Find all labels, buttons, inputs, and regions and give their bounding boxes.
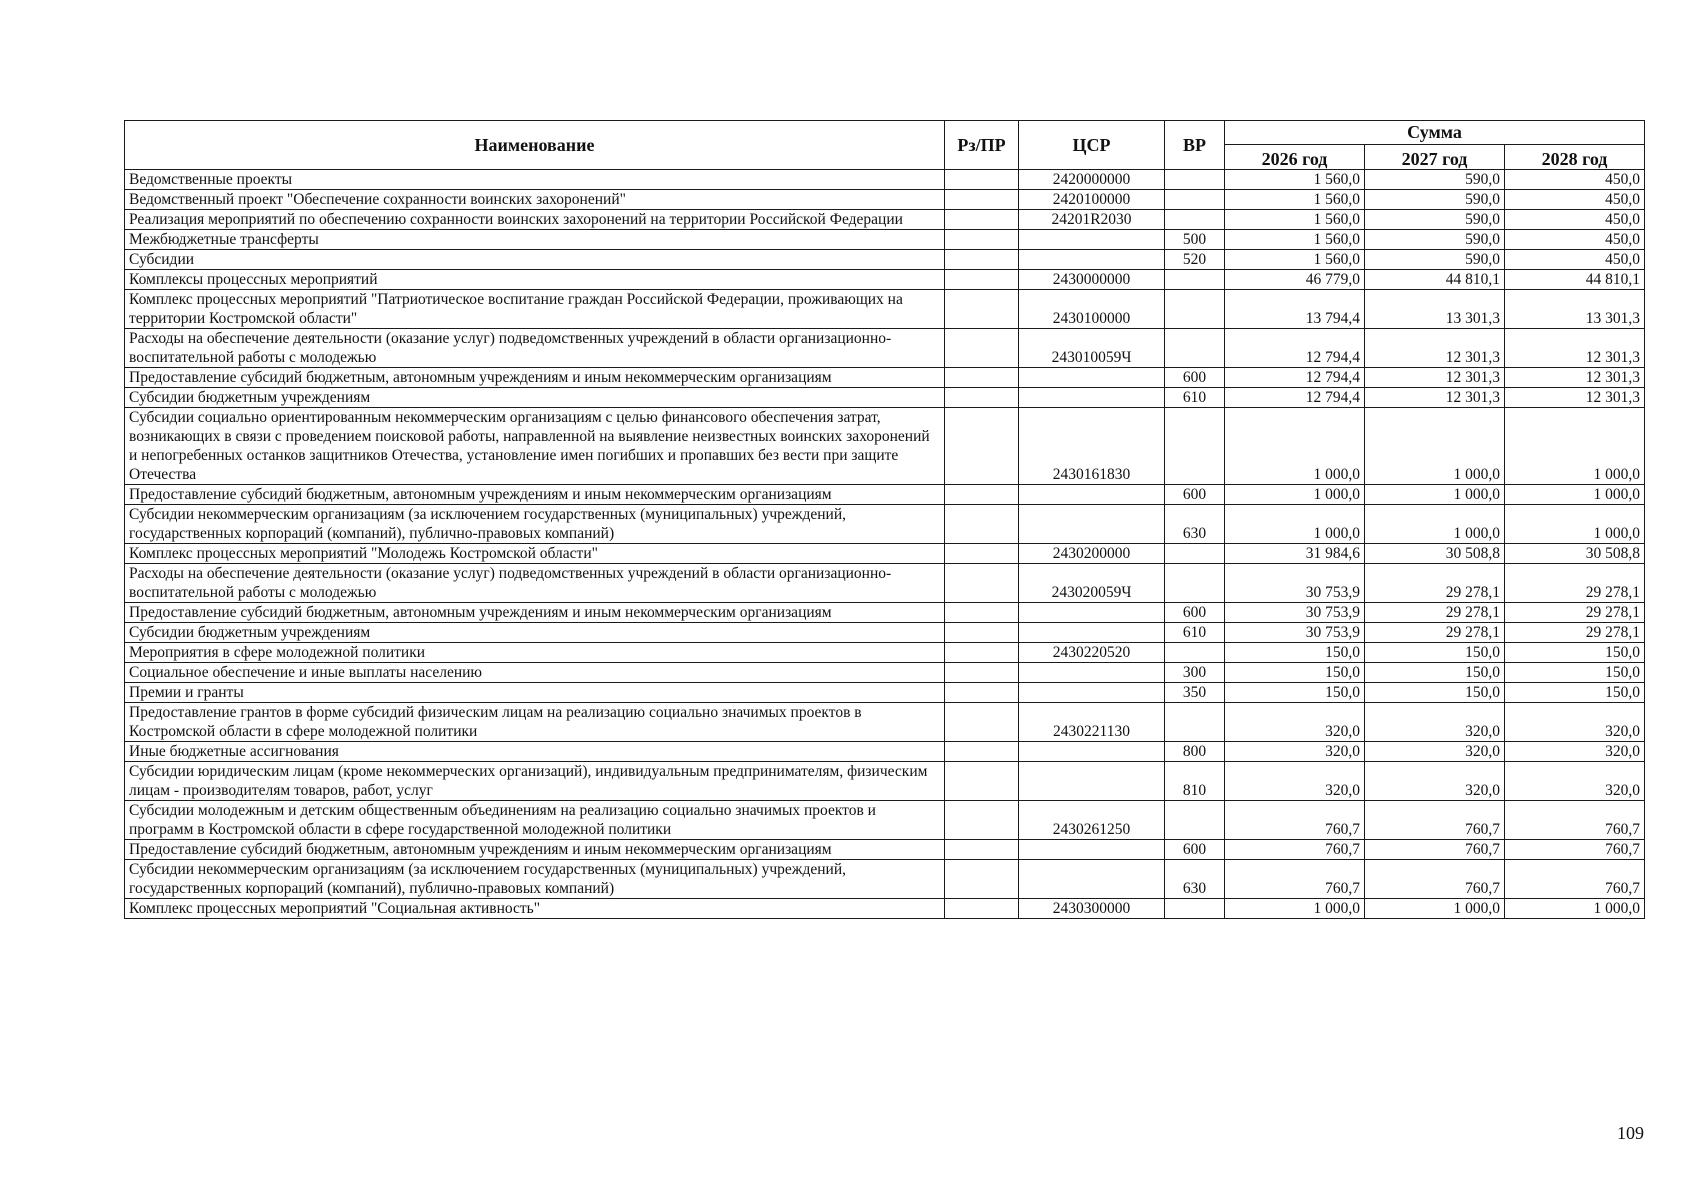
table-row bbox=[125, 762, 1645, 801]
header-name: Наименование bbox=[125, 121, 945, 170]
cell-name: Ведомственные проекты bbox=[125, 170, 945, 190]
header-year-2027: 2027 год bbox=[1365, 145, 1505, 170]
cell-name: Субсидии социально ориентированным некоммерческим организациям с целью финансового обеспечения затрат, возникающих в связи с проведением поисковой работы, направленной на выявление неизвестных воинских захоронений и непогребенных останков защитников Отечества, установление имен погибших и пропавших без вести при защите Отечества bbox=[125, 408, 945, 485]
cell-name: Расходы на обеспечение деятельности (оказание услуг) подведомственных учреждений в области организационно-воспитательной работы с молодежью bbox=[125, 564, 945, 603]
cell-sum-2026: 150,0 bbox=[1225, 663, 1365, 683]
cell-sum-2028: 30 508,8 bbox=[1505, 544, 1645, 564]
cell-rz-pr bbox=[945, 505, 1019, 544]
table-row bbox=[125, 603, 1645, 623]
cell-sum-2027: 12 301,3 bbox=[1365, 329, 1505, 368]
cell-vr: 630 bbox=[1165, 860, 1225, 899]
cell-rz-pr bbox=[945, 762, 1019, 801]
cell-vr bbox=[1165, 544, 1225, 564]
cell-sum-2027: 590,0 bbox=[1365, 250, 1505, 270]
cell-rz-pr bbox=[945, 230, 1019, 250]
cell-rz-pr bbox=[945, 623, 1019, 643]
cell-rz-pr bbox=[945, 683, 1019, 703]
cell-sum-2027: 590,0 bbox=[1365, 190, 1505, 210]
cell-name: Межбюджетные трансферты bbox=[125, 230, 945, 250]
table-row bbox=[125, 801, 1645, 840]
table-row bbox=[125, 544, 1645, 564]
cell-csr bbox=[1019, 485, 1165, 505]
table-row bbox=[125, 250, 1645, 270]
cell-sum-2028: 450,0 bbox=[1505, 210, 1645, 230]
cell-sum-2027: 760,7 bbox=[1365, 801, 1505, 840]
cell-vr: 800 bbox=[1165, 742, 1225, 762]
cell-sum-2026: 320,0 bbox=[1225, 703, 1365, 742]
table-row bbox=[125, 485, 1645, 505]
cell-sum-2027: 150,0 bbox=[1365, 683, 1505, 703]
cell-vr: 600 bbox=[1165, 368, 1225, 388]
table-row bbox=[125, 388, 1645, 408]
cell-csr bbox=[1019, 623, 1165, 643]
cell-csr bbox=[1019, 388, 1165, 408]
cell-sum-2027: 1 000,0 bbox=[1365, 408, 1505, 485]
table-row bbox=[125, 623, 1645, 643]
cell-sum-2028: 150,0 bbox=[1505, 643, 1645, 663]
cell-rz-pr bbox=[945, 643, 1019, 663]
cell-sum-2028: 450,0 bbox=[1505, 250, 1645, 270]
cell-name: Субсидии бюджетным учреждениям bbox=[125, 388, 945, 408]
cell-vr: 600 bbox=[1165, 485, 1225, 505]
table-row bbox=[125, 290, 1645, 329]
cell-rz-pr bbox=[945, 190, 1019, 210]
cell-vr: 350 bbox=[1165, 683, 1225, 703]
cell-csr: 2430220520 bbox=[1019, 643, 1165, 663]
table-row bbox=[125, 643, 1645, 663]
cell-csr: 2430221130 bbox=[1019, 703, 1165, 742]
cell-sum-2027: 150,0 bbox=[1365, 663, 1505, 683]
table-row bbox=[125, 742, 1645, 762]
cell-sum-2027: 29 278,1 bbox=[1365, 623, 1505, 643]
cell-vr bbox=[1165, 703, 1225, 742]
cell-sum-2027: 12 301,3 bbox=[1365, 368, 1505, 388]
cell-sum-2026: 320,0 bbox=[1225, 742, 1365, 762]
cell-sum-2026: 12 794,4 bbox=[1225, 388, 1365, 408]
cell-sum-2028: 450,0 bbox=[1505, 230, 1645, 250]
cell-rz-pr bbox=[945, 170, 1019, 190]
cell-sum-2027: 760,7 bbox=[1365, 840, 1505, 860]
cell-csr bbox=[1019, 230, 1165, 250]
cell-sum-2026: 150,0 bbox=[1225, 683, 1365, 703]
cell-sum-2026: 1 560,0 bbox=[1225, 210, 1365, 230]
cell-rz-pr bbox=[945, 408, 1019, 485]
cell-name: Комплексы процессных мероприятий bbox=[125, 270, 945, 290]
cell-vr bbox=[1165, 801, 1225, 840]
cell-csr bbox=[1019, 603, 1165, 623]
cell-sum-2026: 12 794,4 bbox=[1225, 329, 1365, 368]
table-row bbox=[125, 270, 1645, 290]
table-row bbox=[125, 210, 1645, 230]
cell-name: Ведомственный проект "Обеспечение сохранности воинских захоронений" bbox=[125, 190, 945, 210]
cell-sum-2026: 760,7 bbox=[1225, 801, 1365, 840]
cell-sum-2027: 150,0 bbox=[1365, 643, 1505, 663]
cell-sum-2026: 13 794,4 bbox=[1225, 290, 1365, 329]
cell-sum-2026: 12 794,4 bbox=[1225, 368, 1365, 388]
cell-sum-2027: 29 278,1 bbox=[1365, 603, 1505, 623]
cell-sum-2027: 1 000,0 bbox=[1365, 505, 1505, 544]
cell-csr: 2430100000 bbox=[1019, 290, 1165, 329]
header-year-2028: 2028 год bbox=[1505, 145, 1645, 170]
header-csr: ЦСР bbox=[1019, 121, 1165, 170]
cell-rz-pr bbox=[945, 290, 1019, 329]
cell-rz-pr bbox=[945, 544, 1019, 564]
cell-sum-2026: 1 000,0 bbox=[1225, 408, 1365, 485]
cell-vr: 600 bbox=[1165, 603, 1225, 623]
cell-sum-2026: 320,0 bbox=[1225, 762, 1365, 801]
cell-sum-2026: 30 753,9 bbox=[1225, 564, 1365, 603]
cell-vr: 520 bbox=[1165, 250, 1225, 270]
cell-name: Социальное обеспечение и иные выплаты населению bbox=[125, 663, 945, 683]
cell-name: Субсидии бюджетным учреждениям bbox=[125, 623, 945, 643]
table-row bbox=[125, 860, 1645, 899]
cell-rz-pr bbox=[945, 840, 1019, 860]
cell-name: Комплекс процессных мероприятий "Социальная активность" bbox=[125, 899, 945, 919]
cell-vr: 610 bbox=[1165, 623, 1225, 643]
cell-sum-2028: 13 301,3 bbox=[1505, 290, 1645, 329]
cell-sum-2026: 30 753,9 bbox=[1225, 603, 1365, 623]
cell-rz-pr bbox=[945, 663, 1019, 683]
cell-sum-2028: 44 810,1 bbox=[1505, 270, 1645, 290]
cell-csr: 2430200000 bbox=[1019, 544, 1165, 564]
cell-vr: 600 bbox=[1165, 840, 1225, 860]
cell-vr bbox=[1165, 329, 1225, 368]
cell-name: Предоставление субсидий бюджетным, автономным учреждениям и иным некоммерческим организациям bbox=[125, 485, 945, 505]
cell-sum-2027: 30 508,8 bbox=[1365, 544, 1505, 564]
cell-name: Предоставление субсидий бюджетным, автономным учреждениям и иным некоммерческим организациям bbox=[125, 603, 945, 623]
cell-name: Комплекс процессных мероприятий "Патриотическое воспитание граждан Российской Федерации, проживающих на территории Костромской области" bbox=[125, 290, 945, 329]
cell-sum-2028: 1 000,0 bbox=[1505, 505, 1645, 544]
cell-csr: 24201R2030 bbox=[1019, 210, 1165, 230]
cell-name: Предоставление грантов в форме субсидий физическим лицам на реализацию социально значимых проектов в Костромской области в сфере молодежной политики bbox=[125, 703, 945, 742]
cell-csr: 243020059Ч bbox=[1019, 564, 1165, 603]
cell-csr: 2430261250 bbox=[1019, 801, 1165, 840]
cell-sum-2027: 29 278,1 bbox=[1365, 564, 1505, 603]
cell-name: Предоставление субсидий бюджетным, автономным учреждениям и иным некоммерческим организациям bbox=[125, 368, 945, 388]
cell-csr: 2430000000 bbox=[1019, 270, 1165, 290]
cell-rz-pr bbox=[945, 250, 1019, 270]
cell-sum-2026: 760,7 bbox=[1225, 840, 1365, 860]
cell-sum-2026: 760,7 bbox=[1225, 860, 1365, 899]
cell-vr bbox=[1165, 190, 1225, 210]
cell-vr bbox=[1165, 170, 1225, 190]
cell-sum-2026: 1 560,0 bbox=[1225, 190, 1365, 210]
table-row bbox=[125, 899, 1645, 919]
header-vr: ВР bbox=[1165, 121, 1225, 170]
table-row bbox=[125, 564, 1645, 603]
header-year-2026: 2026 год bbox=[1225, 145, 1365, 170]
cell-sum-2026: 1 560,0 bbox=[1225, 250, 1365, 270]
cell-vr: 300 bbox=[1165, 663, 1225, 683]
cell-rz-pr bbox=[945, 564, 1019, 603]
table-row bbox=[125, 505, 1645, 544]
table-row bbox=[125, 408, 1645, 485]
cell-rz-pr bbox=[945, 742, 1019, 762]
cell-sum-2028: 12 301,3 bbox=[1505, 329, 1645, 368]
cell-sum-2028: 450,0 bbox=[1505, 190, 1645, 210]
cell-rz-pr bbox=[945, 210, 1019, 230]
cell-vr: 810 bbox=[1165, 762, 1225, 801]
cell-csr bbox=[1019, 505, 1165, 544]
cell-rz-pr bbox=[945, 368, 1019, 388]
cell-vr: 610 bbox=[1165, 388, 1225, 408]
cell-sum-2028: 450,0 bbox=[1505, 170, 1645, 190]
cell-vr bbox=[1165, 899, 1225, 919]
cell-csr bbox=[1019, 840, 1165, 860]
cell-sum-2027: 590,0 bbox=[1365, 210, 1505, 230]
cell-sum-2028: 1 000,0 bbox=[1505, 899, 1645, 919]
cell-vr bbox=[1165, 643, 1225, 663]
cell-csr bbox=[1019, 860, 1165, 899]
cell-rz-pr bbox=[945, 388, 1019, 408]
cell-sum-2027: 590,0 bbox=[1365, 170, 1505, 190]
cell-name: Премии и гранты bbox=[125, 683, 945, 703]
cell-name: Мероприятия в сфере молодежной политики bbox=[125, 643, 945, 663]
cell-csr: 243010059Ч bbox=[1019, 329, 1165, 368]
cell-vr bbox=[1165, 408, 1225, 485]
cell-rz-pr bbox=[945, 270, 1019, 290]
cell-csr bbox=[1019, 663, 1165, 683]
cell-sum-2028: 29 278,1 bbox=[1505, 603, 1645, 623]
cell-sum-2028: 1 000,0 bbox=[1505, 485, 1645, 505]
cell-name: Реализация мероприятий по обеспечению сохранности воинских захоронений на территории Российской Федерации bbox=[125, 210, 945, 230]
cell-sum-2028: 760,7 bbox=[1505, 860, 1645, 899]
cell-sum-2027: 12 301,3 bbox=[1365, 388, 1505, 408]
cell-name: Субсидии некоммерческим организациям (за исключением государственных (муниципальных) учреждений, государственных корпораций (компаний), публично-правовых компаний) bbox=[125, 860, 945, 899]
cell-sum-2026: 46 779,0 bbox=[1225, 270, 1365, 290]
cell-sum-2028: 760,7 bbox=[1505, 840, 1645, 860]
cell-sum-2028: 320,0 bbox=[1505, 762, 1645, 801]
cell-sum-2026: 30 753,9 bbox=[1225, 623, 1365, 643]
cell-sum-2027: 44 810,1 bbox=[1365, 270, 1505, 290]
cell-sum-2028: 1 000,0 bbox=[1505, 408, 1645, 485]
cell-name: Субсидии юридическим лицам (кроме некоммерческих организаций), индивидуальным предпринимателям, физическим лицам - производителям товаров, работ, услуг bbox=[125, 762, 945, 801]
page-number: 109 bbox=[1617, 1123, 1644, 1143]
cell-rz-pr bbox=[945, 329, 1019, 368]
cell-vr: 500 bbox=[1165, 230, 1225, 250]
cell-csr: 2420000000 bbox=[1019, 170, 1165, 190]
table-row bbox=[125, 703, 1645, 742]
cell-csr bbox=[1019, 762, 1165, 801]
cell-sum-2026: 1 560,0 bbox=[1225, 230, 1365, 250]
cell-sum-2026: 1 000,0 bbox=[1225, 505, 1365, 544]
cell-rz-pr bbox=[945, 801, 1019, 840]
header-rz-pr: Рз/ПР bbox=[945, 121, 1019, 170]
cell-vr: 630 bbox=[1165, 505, 1225, 544]
cell-sum-2026: 1 560,0 bbox=[1225, 170, 1365, 190]
cell-vr bbox=[1165, 564, 1225, 603]
table-row bbox=[125, 190, 1645, 210]
cell-sum-2028: 12 301,3 bbox=[1505, 388, 1645, 408]
cell-csr bbox=[1019, 368, 1165, 388]
cell-name: Субсидии bbox=[125, 250, 945, 270]
cell-csr bbox=[1019, 742, 1165, 762]
cell-sum-2028: 150,0 bbox=[1505, 663, 1645, 683]
table-row bbox=[125, 663, 1645, 683]
cell-sum-2027: 1 000,0 bbox=[1365, 485, 1505, 505]
cell-name: Комплекс процессных мероприятий "Молодежь Костромской области" bbox=[125, 544, 945, 564]
cell-name: Расходы на обеспечение деятельности (оказание услуг) подведомственных учреждений в области организационно-воспитательной работы с молодежью bbox=[125, 329, 945, 368]
cell-sum-2027: 1 000,0 bbox=[1365, 899, 1505, 919]
cell-sum-2028: 29 278,1 bbox=[1505, 564, 1645, 603]
cell-sum-2028: 12 301,3 bbox=[1505, 368, 1645, 388]
cell-name: Субсидии молодежным и детским общественным объединениям на реализацию социально значимых проектов и программ в Костромской области в сфере государственной молодежной политики bbox=[125, 801, 945, 840]
cell-csr bbox=[1019, 683, 1165, 703]
cell-rz-pr bbox=[945, 860, 1019, 899]
table-row bbox=[125, 170, 1645, 190]
budget-table bbox=[124, 120, 1645, 919]
cell-sum-2028: 320,0 bbox=[1505, 703, 1645, 742]
cell-sum-2027: 320,0 bbox=[1365, 742, 1505, 762]
cell-vr bbox=[1165, 290, 1225, 329]
cell-sum-2028: 150,0 bbox=[1505, 683, 1645, 703]
cell-sum-2026: 1 000,0 bbox=[1225, 485, 1365, 505]
table-row bbox=[125, 840, 1645, 860]
cell-vr bbox=[1165, 270, 1225, 290]
cell-sum-2026: 31 984,6 bbox=[1225, 544, 1365, 564]
cell-rz-pr bbox=[945, 603, 1019, 623]
cell-name: Предоставление субсидий бюджетным, автономным учреждениям и иным некоммерческим организациям bbox=[125, 840, 945, 860]
cell-name: Иные бюджетные ассигнования bbox=[125, 742, 945, 762]
table-row bbox=[125, 329, 1645, 368]
cell-sum-2026: 1 000,0 bbox=[1225, 899, 1365, 919]
cell-name: Субсидии некоммерческим организациям (за исключением государственных (муниципальных) учреждений, государственных корпораций (компаний), публично-правовых компаний) bbox=[125, 505, 945, 544]
cell-sum-2028: 320,0 bbox=[1505, 742, 1645, 762]
table-row bbox=[125, 230, 1645, 250]
cell-sum-2028: 29 278,1 bbox=[1505, 623, 1645, 643]
cell-rz-pr bbox=[945, 485, 1019, 505]
cell-sum-2027: 760,7 bbox=[1365, 860, 1505, 899]
table-row bbox=[125, 683, 1645, 703]
table-row bbox=[125, 368, 1645, 388]
cell-vr bbox=[1165, 210, 1225, 230]
cell-csr bbox=[1019, 250, 1165, 270]
cell-sum-2027: 13 301,3 bbox=[1365, 290, 1505, 329]
cell-rz-pr bbox=[945, 703, 1019, 742]
cell-rz-pr bbox=[945, 899, 1019, 919]
cell-csr: 2420100000 bbox=[1019, 190, 1165, 210]
header-sum: Сумма bbox=[1225, 121, 1645, 145]
cell-csr: 2430300000 bbox=[1019, 899, 1165, 919]
cell-sum-2027: 320,0 bbox=[1365, 703, 1505, 742]
cell-sum-2026: 150,0 bbox=[1225, 643, 1365, 663]
cell-sum-2027: 590,0 bbox=[1365, 230, 1505, 250]
cell-sum-2028: 760,7 bbox=[1505, 801, 1645, 840]
cell-sum-2027: 320,0 bbox=[1365, 762, 1505, 801]
table-body bbox=[125, 170, 1645, 919]
cell-csr: 2430161830 bbox=[1019, 408, 1165, 485]
